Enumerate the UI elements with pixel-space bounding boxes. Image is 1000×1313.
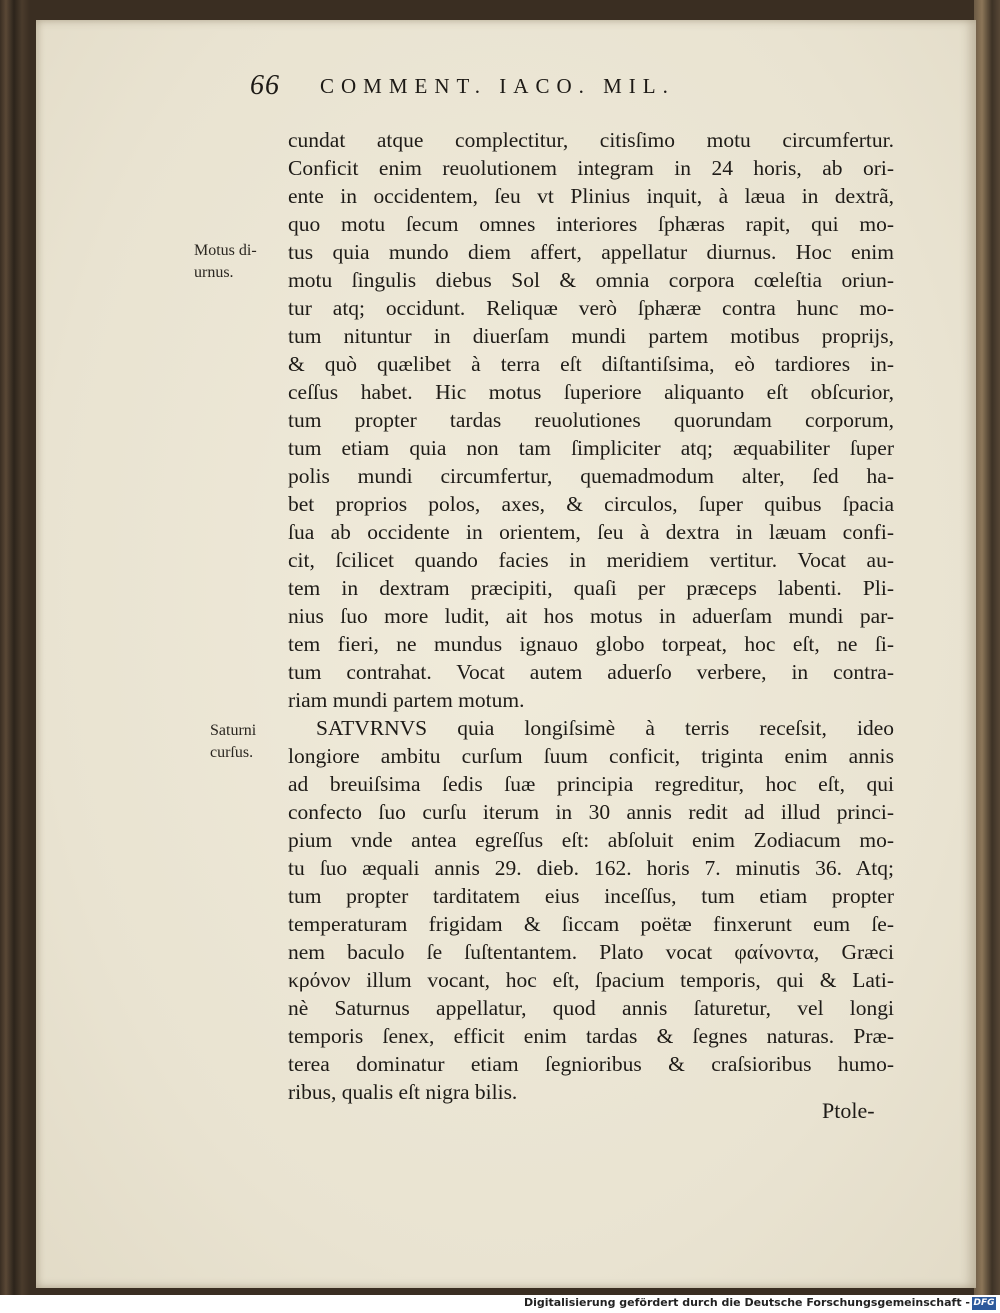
text-line: ceſſus habet. Hic motus ſuperiore aliquanto eſt obſcurior,	[288, 380, 894, 404]
text-line: pium vnde antea egreſſus eſt: abſoluit enim Zodiacum mo-	[288, 828, 894, 852]
text-line: tum propter tardas reuolutiones quorundam corporum,	[288, 408, 894, 432]
text-line: bet proprios polos, axes, & circulos, ſuper quibus ſpacia	[288, 492, 894, 516]
text-line: cundat atque complectitur, citisſimo motu circumfertur.	[288, 128, 894, 152]
side-note-motus-diurnus	[194, 240, 257, 284]
text-line: tu ſuo æquali annis 29. dieb. 162. horis 7. minutis 36. Atq;	[288, 856, 894, 880]
text-line: tum nituntur in diuerſam mundi partem motibus proprijs,	[288, 324, 894, 348]
footer-credit: Digitalisierung gefördert durch die Deutsche Forschungsgemeinschaft -	[523, 1296, 970, 1309]
text-line: terea dominatur etiam ſegnioribus & craſsioribus humo-	[288, 1052, 894, 1076]
text-line: ſua ab occidente in orientem, ſeu à dextra in læuam confi-	[288, 520, 894, 544]
page-number: 66	[250, 70, 280, 101]
text-line: SATVRNVS quia longiſsimè à terris receſsit, ideo	[316, 716, 894, 740]
text-line: cit, ſcilicet quando facies in meridiem vertitur. Vocat au-	[288, 548, 894, 572]
text-line: motu ſingulis diebus Sol & omnia corpora cœleſtia oriun-	[288, 268, 894, 292]
text-line: tem fieri, ne mundus ignauo globo torpeat, hoc eſt, ne ſi-	[288, 632, 894, 656]
text-line: polis mundi circumfertur, quemadmodum alter, ſed ha-	[288, 464, 894, 488]
body-text	[288, 126, 894, 1106]
dfg-logo: DFG	[973, 1298, 995, 1308]
text-line: ente in occidentem, ſeu vt Plinius inquit, à læua in dextrã,	[288, 184, 894, 208]
side-note-line: Saturni	[210, 722, 257, 739]
text-line: nè Saturnus appellatur, quod annis ſaturetur, vel longi	[288, 996, 894, 1020]
text-line: longiore ambitu curſum ſuum conficit, triginta enim annis	[288, 744, 894, 768]
text-line: quo motu ſecum omnes interiores ſphæras rapit, qui mo-	[288, 212, 894, 236]
footer-bar	[0, 1295, 1000, 1313]
side-note-line: Motus di-	[194, 242, 257, 259]
text-line: temporis ſenex, efficit enim tardas & ſegnes naturas. Præ-	[288, 1024, 894, 1048]
text-line: Conficit enim reuolutionem integram in 24 horis, ab ori-	[288, 156, 894, 180]
text-line: temperaturam frigidam & ſiccam poëtæ finxerunt eum ſe-	[288, 912, 894, 936]
text-line: ribus, qualis eſt nigra bilis.	[288, 1080, 518, 1104]
text-line: nem baculo ſe ſuſtentantem. Plato vocat φαίνοντα, Græci	[288, 940, 894, 964]
text-line: & quò quælibet à terra eſt diſtantiſsima, eò tardiores in-	[288, 352, 894, 376]
text-line: tum contrahat. Vocat autem aduerſo verbere, in contra-	[288, 660, 894, 684]
text-line: tus quia mundo diem affert, appellatur diurnus. Hoc enim	[288, 240, 894, 264]
side-note-line: curſus.	[210, 744, 254, 761]
text-line: tum propter tarditatem eius inceſſus, tum etiam propter	[288, 884, 894, 908]
book-edge	[974, 0, 1000, 1295]
text-line: tem in dextram præcipiti, quaſi per præceps labenti. Pli-	[288, 576, 894, 600]
text-line: nius ſuo more ludit, ait hos motus in aduerſam mundi par-	[288, 604, 894, 628]
page-header	[250, 70, 810, 100]
text-line: ad breuiſsima ſedis ſuæ principia regreditur, hoc eſt, qui	[288, 772, 894, 796]
catchword: Ptole-	[822, 1098, 875, 1123]
text-line: κρόνον illum vocant, hoc eſt, ſpacium temporis, qui & Lati-	[288, 968, 894, 992]
text-line: riam mundi partem motum.	[288, 688, 525, 712]
side-note-line: urnus.	[194, 264, 234, 281]
text-line: tur atq; occidunt. Reliquæ verò ſphæræ contra hunc mo-	[288, 296, 894, 320]
running-head: COMMENT. IACO. MIL.	[320, 74, 675, 98]
side-note-saturni-cursus	[210, 720, 256, 764]
text-line: confecto ſuo curſu iterum in 30 annis redit ad illud princi-	[288, 800, 894, 824]
text-line: tum etiam quia non tam ſimpliciter atq; æquabiliter ſuper	[288, 436, 894, 460]
